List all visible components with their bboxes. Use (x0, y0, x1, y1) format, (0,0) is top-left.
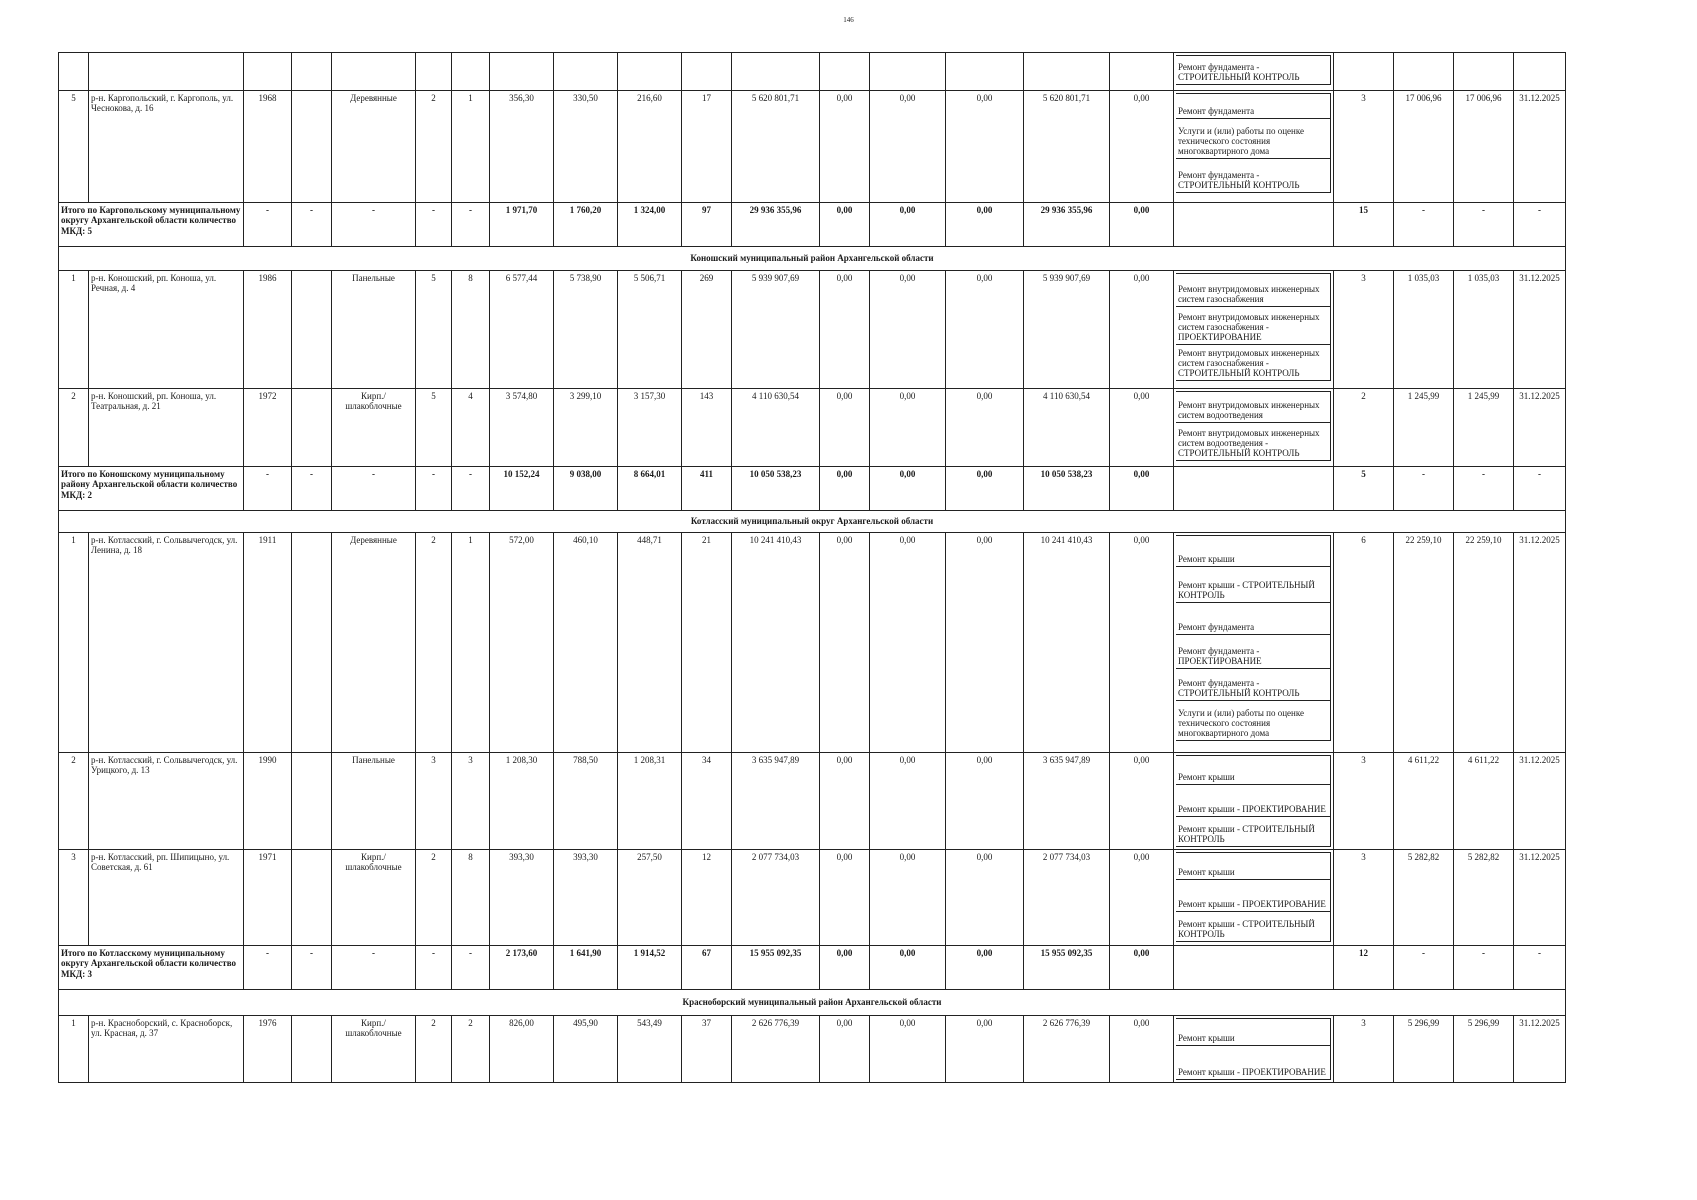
cell-num: 5 (59, 91, 89, 203)
empty-cell (946, 53, 1024, 91)
cell-area-res: 1 208,31 (618, 753, 682, 850)
empty-cell (244, 53, 292, 91)
cell-deadline: 31.12.2025 (1514, 1016, 1566, 1083)
cell-entrances: 2 (452, 1016, 490, 1083)
work-item: Ремонт крыши - ПРОЕКТИРОВАНИЕ (1176, 785, 1331, 817)
cell-deadline: 31.12.2025 (1514, 753, 1566, 850)
total-area-res: 1 324,00 (618, 203, 682, 247)
cell-budget-region: 0,00 (870, 850, 946, 946)
cell-entrances: 1 (452, 533, 490, 753)
works-cell (1174, 271, 1334, 389)
total-other: 0,00 (1110, 203, 1174, 247)
dash-cell: - (1514, 467, 1566, 511)
cell-cost-unit: 22 259,10 (1394, 533, 1454, 753)
cell-cost-max: 5 296,99 (1454, 1016, 1514, 1083)
works-cell (1174, 753, 1334, 850)
cell-cost-unit: 5 296,99 (1394, 1016, 1454, 1083)
cell-fund: 0,00 (820, 1016, 870, 1083)
total-budget-local: 0,00 (946, 203, 1024, 247)
cell-area-res: 5 506,71 (618, 271, 682, 389)
work-item: Ремонт внутридомовых инженерных систем газоснабжения - ПРОЕКТИРОВАНИЕ (1176, 307, 1331, 345)
work-item: Ремонт крыши (1176, 852, 1331, 880)
cell-cost-unit: 1 035,03 (1394, 271, 1454, 389)
works-cell (1174, 389, 1334, 467)
dash-cell: - (332, 203, 416, 247)
empty-cell (332, 53, 416, 91)
cell-other: 0,00 (1110, 753, 1174, 850)
works-cell (1174, 533, 1334, 753)
cell-cost-max: 22 259,10 (1454, 533, 1514, 753)
cell-works-count: 3 (1334, 1016, 1394, 1083)
cell-area-total: 572,00 (490, 533, 554, 753)
cell-address: р-н. Красноборский, с. Красноборск, ул. Красная, д. 37 (89, 1016, 244, 1083)
total-area-total: 2 173,60 (490, 946, 554, 990)
house-row (59, 91, 1566, 203)
total-people: 67 (682, 946, 732, 990)
section-header-row (59, 990, 1566, 1016)
cell-budget-local: 0,00 (946, 1016, 1024, 1083)
work-item: Ремонт фундамента - СТРОИТЕЛЬНЫЙ КОНТРОЛЬ (1176, 669, 1331, 701)
work-item: Ремонт внутридомовых инженерных систем водоотведения - СТРОИТЕЛЬНЫЙ КОНТРОЛЬ (1176, 423, 1331, 461)
cell-people: 34 (682, 753, 732, 850)
dash-cell: - (332, 946, 416, 990)
cell-num: 3 (59, 850, 89, 946)
cell-blank (292, 533, 332, 753)
work-item: Ремонт фундамента (1176, 93, 1331, 119)
dash-cell: - (244, 946, 292, 990)
cell-floors: 2 (416, 91, 452, 203)
cell-year: 1976 (244, 1016, 292, 1083)
cell-blank (292, 91, 332, 203)
empty-cell (1514, 53, 1566, 91)
total-row (59, 946, 1566, 990)
cell-floors: 2 (416, 533, 452, 753)
cell-area-total: 1 208,30 (490, 753, 554, 850)
work-item: Ремонт крыши - СТРОИТЕЛЬНЫЙ КОНТРОЛЬ (1176, 567, 1331, 603)
empty-cell (682, 53, 732, 91)
cell-works-count: 3 (1334, 753, 1394, 850)
cell-cost-max: 1 245,99 (1454, 389, 1514, 467)
empty-cell (490, 53, 554, 91)
cell-other: 0,00 (1110, 1016, 1174, 1083)
work-item: Ремонт крыши - СТРОИТЕЛЬНЫЙ КОНТРОЛЬ (1176, 912, 1331, 942)
section-header-row (59, 511, 1566, 533)
cell-year: 1911 (244, 533, 292, 753)
cell-cost-max: 17 006,96 (1454, 91, 1514, 203)
works-cell (1174, 1016, 1334, 1083)
cell-fund: 0,00 (820, 389, 870, 467)
page-number: 146 (843, 16, 854, 24)
cell-other: 0,00 (1110, 533, 1174, 753)
cell-floors: 5 (416, 389, 452, 467)
cell-area-living: 5 738,90 (554, 271, 618, 389)
cell-entrances: 4 (452, 389, 490, 467)
cell-cost-total: 2 626 776,39 (732, 1016, 820, 1083)
dash-cell: - (1394, 467, 1454, 511)
total-fund: 0,00 (820, 946, 870, 990)
total-label: Итого по Коношскому муниципальному району Архангельской области количество МКД: 2 (59, 467, 244, 511)
cell-budget-region: 0,00 (870, 533, 946, 753)
dash-cell: - (452, 946, 490, 990)
cell-material: Деревянные (332, 91, 416, 203)
cell-deadline: 31.12.2025 (1514, 91, 1566, 203)
total-label: Итого по Котласскому муниципальному округу Архангельской области количество МКД: 3 (59, 946, 244, 990)
cell-cost-total: 4 110 630,54 (732, 389, 820, 467)
dash-cell: - (1454, 203, 1514, 247)
empty-cell (89, 53, 244, 91)
dash-cell: - (292, 203, 332, 247)
dash-cell: - (244, 203, 292, 247)
cell-budget-region: 0,00 (870, 753, 946, 850)
cell-cost-unit: 5 282,82 (1394, 850, 1454, 946)
works-cell (1174, 53, 1334, 91)
work-item: Ремонт внутридомовых инженерных систем газоснабжения - СТРОИТЕЛЬНЫЙ КОНТРОЛЬ (1176, 345, 1331, 381)
empty-cell (1394, 53, 1454, 91)
cell-cost-unit: 17 006,96 (1394, 91, 1454, 203)
dash-cell: - (416, 467, 452, 511)
cell-area-living: 3 299,10 (554, 389, 618, 467)
cell-area-total: 393,30 (490, 850, 554, 946)
cell-cost-total: 5 620 801,71 (732, 91, 820, 203)
cell-entrances: 3 (452, 753, 490, 850)
cell-year: 1990 (244, 753, 292, 850)
cell-address: р-н. Котласский, г. Сольвычегодск, ул. Ленина, д. 18 (89, 533, 244, 753)
cell-owners: 3 635 947,89 (1024, 753, 1110, 850)
total-area-res: 1 914,52 (618, 946, 682, 990)
total-owners: 29 936 355,96 (1024, 203, 1110, 247)
cell-material: Кирп./ шлакоблочные (332, 850, 416, 946)
cell-address: р-н. Котласский, г. Сольвычегодск, ул. Урицкого, д. 13 (89, 753, 244, 850)
cell-owners: 2 626 776,39 (1024, 1016, 1110, 1083)
cell-deadline: 31.12.2025 (1514, 271, 1566, 389)
dash-cell: - (244, 467, 292, 511)
total-works-count: 15 (1334, 203, 1394, 247)
house-row (59, 850, 1566, 946)
cell-cost-unit: 4 611,22 (1394, 753, 1454, 850)
cell-blank (292, 753, 332, 850)
total-works-count: 5 (1334, 467, 1394, 511)
works-cell (1174, 850, 1334, 946)
empty-cell (554, 53, 618, 91)
dash-cell: - (1514, 946, 1566, 990)
empty-cell (618, 53, 682, 91)
cell-budget-region: 0,00 (870, 1016, 946, 1083)
cell-deadline: 31.12.2025 (1514, 850, 1566, 946)
cell-num: 2 (59, 753, 89, 850)
work-item: Ремонт фундамента (1176, 603, 1331, 635)
work-item: Ремонт фундамента - СТРОИТЕЛЬНЫЙ КОНТРОЛЬ (1176, 159, 1331, 193)
dash-cell: - (1394, 203, 1454, 247)
cell-area-res: 257,50 (618, 850, 682, 946)
cell-area-total: 356,30 (490, 91, 554, 203)
cell-area-total: 3 574,80 (490, 389, 554, 467)
cell-entrances: 1 (452, 91, 490, 203)
empty-cell (292, 53, 332, 91)
cell-people: 17 (682, 91, 732, 203)
empty-cell (1110, 53, 1174, 91)
dash-cell: - (416, 946, 452, 990)
total-area-total: 1 971,70 (490, 203, 554, 247)
total-row (59, 467, 1566, 511)
cell-area-living: 460,10 (554, 533, 618, 753)
cell-area-res: 448,71 (618, 533, 682, 753)
cell-people: 143 (682, 389, 732, 467)
total-other: 0,00 (1110, 946, 1174, 990)
cell-deadline: 31.12.2025 (1514, 533, 1566, 753)
cell-fund: 0,00 (820, 91, 870, 203)
cell-works-count: 3 (1334, 271, 1394, 389)
total-other: 0,00 (1110, 467, 1174, 511)
total-area-total: 10 152,24 (490, 467, 554, 511)
cell-works-count: 3 (1334, 91, 1394, 203)
cell-budget-local: 0,00 (946, 91, 1024, 203)
cell-other: 0,00 (1110, 271, 1174, 389)
total-works-blank (1174, 467, 1334, 511)
work-item: Ремонт внутридомовых инженерных систем газоснабжения (1176, 273, 1331, 307)
dash-cell: - (292, 467, 332, 511)
total-works-blank (1174, 946, 1334, 990)
cell-area-living: 393,30 (554, 850, 618, 946)
dash-cell: - (1454, 946, 1514, 990)
dash-cell: - (452, 467, 490, 511)
cell-cost-max: 5 282,82 (1454, 850, 1514, 946)
cell-num: 1 (59, 1016, 89, 1083)
dash-cell: - (416, 203, 452, 247)
work-item: Ремонт фундамента - ПРОЕКТИРОВАНИЕ (1176, 635, 1331, 669)
house-row (59, 533, 1566, 753)
total-budget-region: 0,00 (870, 946, 946, 990)
cell-address: р-н. Коношский, рп. Коноша, ул. Речная, д. 4 (89, 271, 244, 389)
cell-blank (292, 389, 332, 467)
cell-material: Панельные (332, 271, 416, 389)
cell-cost-max: 1 035,03 (1454, 271, 1514, 389)
house-row (59, 389, 1566, 467)
cell-budget-region: 0,00 (870, 91, 946, 203)
cell-year: 1972 (244, 389, 292, 467)
cell-budget-local: 0,00 (946, 850, 1024, 946)
cell-budget-local: 0,00 (946, 753, 1024, 850)
cell-cost-max: 4 611,22 (1454, 753, 1514, 850)
cell-material: Панельные (332, 753, 416, 850)
cell-people: 37 (682, 1016, 732, 1083)
total-owners: 10 050 538,23 (1024, 467, 1110, 511)
cell-blank (292, 850, 332, 946)
section-title: Красноборский муниципальный район Архангельской области (59, 990, 1566, 1016)
total-budget-local: 0,00 (946, 946, 1024, 990)
capital-repair-register-table (58, 52, 1566, 1083)
total-area-living: 1 760,20 (554, 203, 618, 247)
total-owners: 15 955 092,35 (1024, 946, 1110, 990)
cell-works-count: 6 (1334, 533, 1394, 753)
cell-owners: 2 077 734,03 (1024, 850, 1110, 946)
total-budget-region: 0,00 (870, 467, 946, 511)
cell-material: Деревянные (332, 533, 416, 753)
total-label: Итого по Каргопольскому муниципальному округу Архангельской области количество МКД: 5 (59, 203, 244, 247)
cell-cost-total: 10 241 410,43 (732, 533, 820, 753)
dash-cell: - (332, 467, 416, 511)
work-item: Ремонт внутридомовых инженерных систем водоотведения (1176, 391, 1331, 423)
cell-floors: 2 (416, 1016, 452, 1083)
cell-year: 1968 (244, 91, 292, 203)
section-title: Коношский муниципальный район Архангельской области (59, 247, 1566, 271)
cell-address: р-н. Котласский, рп. Шипицыно, ул. Советская, д. 61 (89, 850, 244, 946)
cell-entrances: 8 (452, 850, 490, 946)
cell-owners: 5 939 907,69 (1024, 271, 1110, 389)
dash-cell: - (1514, 203, 1566, 247)
total-people: 411 (682, 467, 732, 511)
cell-cost-unit: 1 245,99 (1394, 389, 1454, 467)
cell-budget-local: 0,00 (946, 533, 1024, 753)
total-budget-local: 0,00 (946, 467, 1024, 511)
cell-area-living: 330,50 (554, 91, 618, 203)
cell-budget-region: 0,00 (870, 271, 946, 389)
continuation-row (59, 53, 1566, 91)
cell-other: 0,00 (1110, 389, 1174, 467)
total-area-res: 8 664,01 (618, 467, 682, 511)
total-works-blank (1174, 203, 1334, 247)
work-item: Услуги и (или) работы по оценке технического состояния многоквартирного дома (1176, 119, 1331, 159)
cell-floors: 2 (416, 850, 452, 946)
cell-area-total: 6 577,44 (490, 271, 554, 389)
cell-floors: 3 (416, 753, 452, 850)
cell-cost-total: 3 635 947,89 (732, 753, 820, 850)
cell-entrances: 8 (452, 271, 490, 389)
dash-cell: - (1454, 467, 1514, 511)
work-item: Ремонт крыши - СТРОИТЕЛЬНЫЙ КОНТРОЛЬ (1176, 817, 1331, 847)
empty-cell (59, 53, 89, 91)
section-header-row (59, 247, 1566, 271)
total-works-count: 12 (1334, 946, 1394, 990)
cell-owners: 5 620 801,71 (1024, 91, 1110, 203)
cell-floors: 5 (416, 271, 452, 389)
cell-fund: 0,00 (820, 850, 870, 946)
cell-area-living: 788,50 (554, 753, 618, 850)
empty-cell (452, 53, 490, 91)
cell-area-res: 216,60 (618, 91, 682, 203)
cell-address: р-н. Каргопольский, г. Каргополь, ул. Чеснокова, д. 16 (89, 91, 244, 203)
work-item: Ремонт крыши (1176, 1018, 1331, 1046)
total-fund: 0,00 (820, 467, 870, 511)
cell-budget-region: 0,00 (870, 389, 946, 467)
house-row (59, 1016, 1566, 1083)
empty-cell (1334, 53, 1394, 91)
cell-blank (292, 271, 332, 389)
work-item: Ремонт крыши (1176, 535, 1331, 567)
total-cost-total: 15 955 092,35 (732, 946, 820, 990)
cell-budget-local: 0,00 (946, 271, 1024, 389)
total-row (59, 203, 1566, 247)
work-item: Ремонт крыши (1176, 755, 1331, 785)
cell-fund: 0,00 (820, 533, 870, 753)
work-item: Услуги и (или) работы по оценке технического состояния многоквартирного дома (1176, 701, 1331, 741)
cell-material: Кирп./ шлакоблочные (332, 389, 416, 467)
total-cost-total: 29 936 355,96 (732, 203, 820, 247)
cell-owners: 4 110 630,54 (1024, 389, 1110, 467)
total-fund: 0,00 (820, 203, 870, 247)
works-cell (1174, 91, 1334, 203)
dash-cell: - (292, 946, 332, 990)
cell-num: 1 (59, 533, 89, 753)
cell-fund: 0,00 (820, 271, 870, 389)
cell-people: 21 (682, 533, 732, 753)
total-area-living: 1 641,90 (554, 946, 618, 990)
cell-address: р-н. Коношский, рп. Коноша, ул. Театральная, д. 21 (89, 389, 244, 467)
total-budget-region: 0,00 (870, 203, 946, 247)
cell-other: 0,00 (1110, 91, 1174, 203)
cell-deadline: 31.12.2025 (1514, 389, 1566, 467)
work-item: Ремонт фундамента - СТРОИТЕЛЬНЫЙ КОНТРОЛЬ (1176, 55, 1331, 85)
cell-year: 1986 (244, 271, 292, 389)
cell-fund: 0,00 (820, 753, 870, 850)
house-row (59, 271, 1566, 389)
total-area-living: 9 038,00 (554, 467, 618, 511)
empty-cell (416, 53, 452, 91)
dash-cell: - (1394, 946, 1454, 990)
cell-owners: 10 241 410,43 (1024, 533, 1110, 753)
house-row (59, 753, 1566, 850)
cell-num: 1 (59, 271, 89, 389)
cell-area-living: 495,90 (554, 1016, 618, 1083)
dash-cell: - (452, 203, 490, 247)
total-cost-total: 10 050 538,23 (732, 467, 820, 511)
cell-cost-total: 5 939 907,69 (732, 271, 820, 389)
total-people: 97 (682, 203, 732, 247)
cell-cost-total: 2 077 734,03 (732, 850, 820, 946)
empty-cell (732, 53, 820, 91)
work-item: Ремонт крыши - ПРОЕКТИРОВАНИЕ (1176, 1046, 1331, 1080)
section-title: Котласский муниципальный округ Архангельской области (59, 511, 1566, 533)
cell-year: 1971 (244, 850, 292, 946)
cell-people: 12 (682, 850, 732, 946)
empty-cell (1454, 53, 1514, 91)
cell-area-res: 543,49 (618, 1016, 682, 1083)
cell-people: 269 (682, 271, 732, 389)
cell-area-res: 3 157,30 (618, 389, 682, 467)
cell-blank (292, 1016, 332, 1083)
cell-works-count: 3 (1334, 850, 1394, 946)
cell-other: 0,00 (1110, 850, 1174, 946)
cell-area-total: 826,00 (490, 1016, 554, 1083)
cell-budget-local: 0,00 (946, 389, 1024, 467)
cell-works-count: 2 (1334, 389, 1394, 467)
empty-cell (1024, 53, 1110, 91)
cell-num: 2 (59, 389, 89, 467)
work-item: Ремонт крыши - ПРОЕКТИРОВАНИЕ (1176, 880, 1331, 912)
empty-cell (870, 53, 946, 91)
empty-cell (820, 53, 870, 91)
cell-material: Кирп./ шлакоблочные (332, 1016, 416, 1083)
